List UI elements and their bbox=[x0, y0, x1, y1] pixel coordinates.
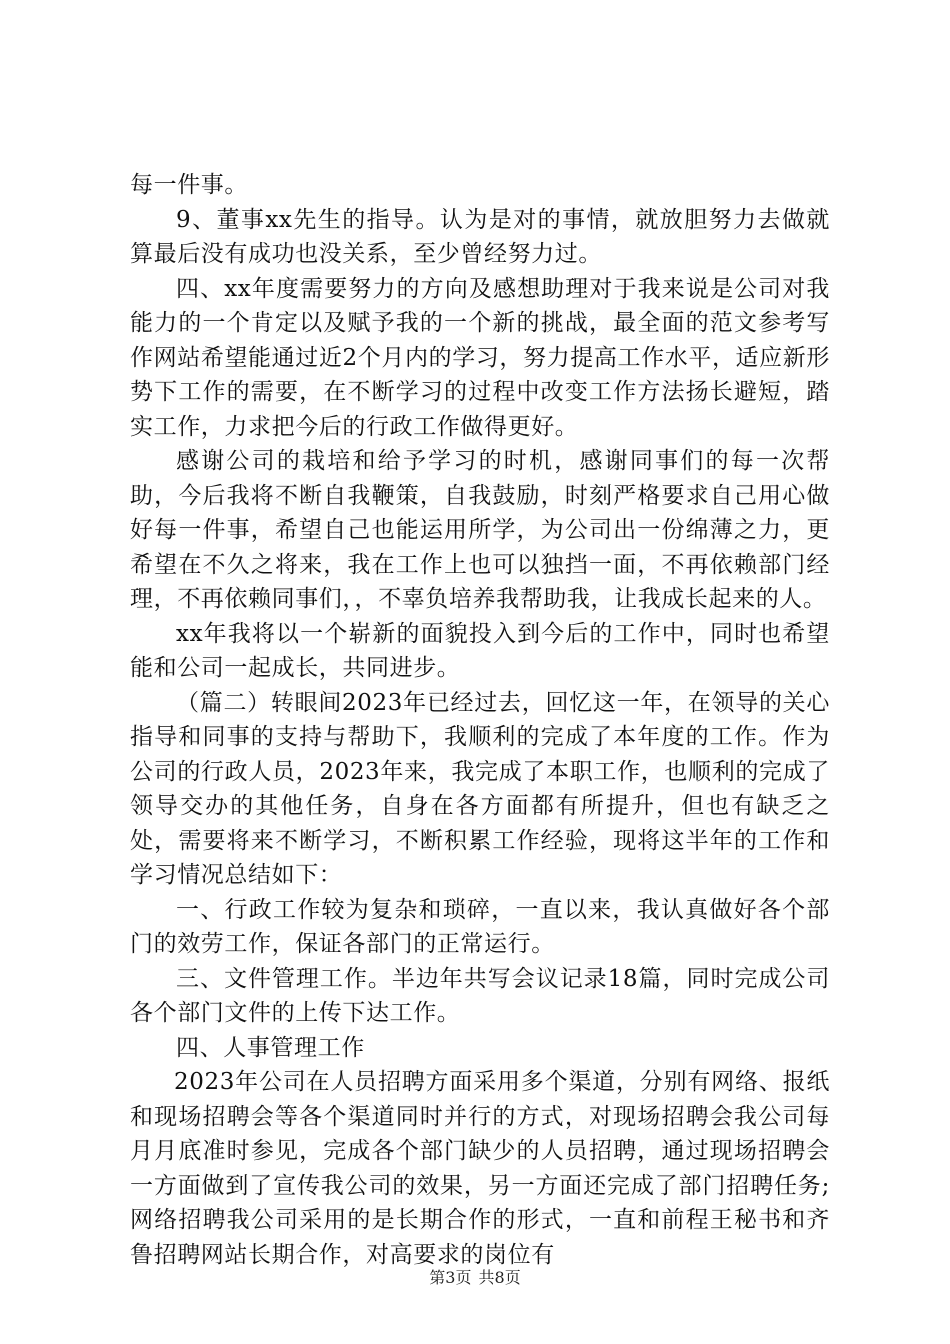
document-body bbox=[130, 168, 830, 1272]
paragraph-thanks: 感谢公司的栽培和给予学习的时机，感谢同事们的每一次帮助，今后我将不断自我鞭策，自我鼓励，时刻严格要求自己用心做好每一件事，希望自己也能运用所学，为公司出一份绵薄之力，更希望在不久之将来，我在工作上也可以独挡一面，不再依赖部门经理，不再依赖同事们，，不辜负培养我帮助我，让我成长起来的人。 bbox=[130, 448, 830, 612]
paragraph-recruitment: 2023年公司在人员招聘方面采用多个渠道，分别有网络、报纸和现场招聘会等各个渠道同时并行的方式，对现场招聘会我公司每月月底准时参见，完成各个部门缺少的人员招聘，通过现场招聘会一方面做到了宣传我公司的效果，另一方面还完成了部门招聘任务;网络招聘我公司采用的是长期合作的形式，一直和前程王秘书和齐鲁招聘网站长期合作，对高要求的岗位有 bbox=[130, 1069, 830, 1268]
page-number: 第3页 bbox=[429, 1268, 472, 1287]
paragraph-continuation: 每一件事。 bbox=[130, 172, 248, 198]
paragraph-outlook: xx年我将以一个崭新的面貌投入到今后的工作中，同时也希望能和公司一起成长，共同进步。 bbox=[130, 620, 830, 681]
paragraph-part-two: （篇二）转眼间2023年已经过去，回忆这一年，在领导的关心指导和同事的支持与帮助下，我顺利的完成了本年度的工作。作为公司的行政人员，2023年来，我完成了本职工作，也顺利的完成了领导交办的其他任务，自身在各方面都有所提升，但也有缺乏之处，需要将来不断学习，不断积累工作经验，现将这半年的工作和学习情况总结如下： bbox=[130, 689, 830, 888]
page-total: 共8页 bbox=[478, 1268, 521, 1287]
paragraph-section-4: 四、xx年度需要努力的方向及感想助理对于我来说是公司对我能力的一个肯定以及赋予我的一个新的挑战，最全面的范文参考写作网站希望能通过近2个月内的学习，努力提高工作水平，适应新形势下工作的需要，在不断学习的过程中改变工作方法扬长避短，踏实工作，力求把今后的行政工作做得更好。 bbox=[130, 275, 830, 440]
paragraph-admin-work: 一、行政工作较为复杂和琐碎，一直以来，我认真做好各个部门的效劳工作，保证各部门的正常运行。 bbox=[130, 896, 830, 957]
paragraph-item-9: 9、董事xx先生的指导。认为是对的事情，就放胆努力去做就算最后没有成功也没关系，至少曾经努力过。 bbox=[130, 206, 830, 267]
paragraph-file-management: 三、文件管理工作。半边年共写会议记录18篇，同时完成公司各个部门文件的上传下达工作。 bbox=[130, 965, 830, 1026]
paragraph-hr-heading: 四、人事管理工作 bbox=[176, 1034, 365, 1061]
page-footer bbox=[0, 1268, 950, 1288]
